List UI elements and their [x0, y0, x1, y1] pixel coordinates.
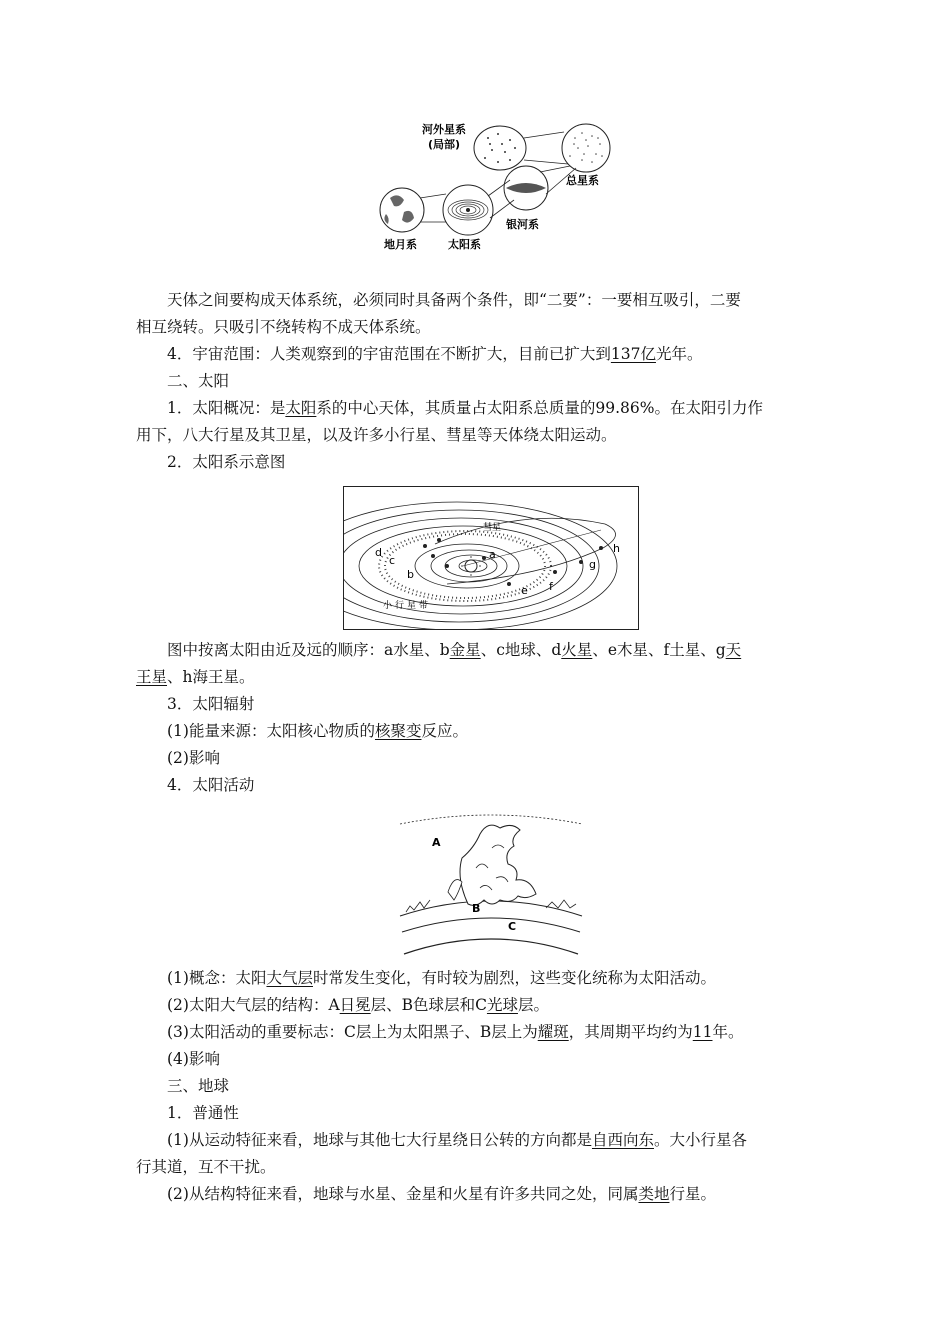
- answer-corona: 日冕: [339, 996, 371, 1014]
- asteroid-belt-label: 小行星带: [383, 601, 432, 611]
- answer-photosphere: 光球: [486, 996, 518, 1014]
- layer-label-a: A: [432, 836, 441, 849]
- answer-west-to-east: 自西向东: [591, 1131, 654, 1149]
- paragraph-system-conditions-2: 相互绕转。只吸引不绕转构不成天体系统。: [136, 318, 431, 336]
- heading-solar-radiation: 3．太阳辐射: [167, 695, 255, 713]
- total-galaxy-circle: [562, 124, 610, 172]
- paragraph-motion-1: (1)从运动特征来看，地球与其他七大行星绕日公转的方向都是自西向东。大小行星各: [167, 1131, 747, 1149]
- label-total-galaxy: 总星系: [566, 174, 599, 187]
- paragraph-radiation-impact: (2)影响: [167, 749, 220, 767]
- comet-label: 彗星: [483, 523, 502, 533]
- answer-flare: 耀斑: [537, 1023, 569, 1041]
- label-extragalactic-sub: (局部): [428, 138, 461, 151]
- planet-label-a: a: [489, 548, 496, 561]
- layer-label-b: B: [472, 902, 481, 915]
- planet-label-b: b: [407, 568, 414, 581]
- answer-uranus-part1: 天: [725, 641, 742, 659]
- label-extragalactic: 河外星系: [422, 123, 466, 136]
- paragraph-sun-overview-1: 1．太阳概况：是太阳系的中心天体，其质量占太阳系总质量的99.86%。在太阳引力作: [167, 399, 763, 417]
- answer-atmosphere: 大气层: [266, 969, 313, 987]
- planet-label-h: h: [613, 542, 620, 555]
- answer-mars: 火星: [561, 641, 593, 659]
- prominence-shape: [460, 825, 536, 905]
- earth-globe: [380, 188, 424, 232]
- paragraph-system-conditions-1: 天体之间要构成天体系统，必须同时具备两个条件，即“二要”：一要相互吸引，二要: [167, 291, 741, 309]
- answer-fusion: 核聚变: [374, 722, 422, 740]
- heading-commonality: 1．普通性: [167, 1104, 239, 1122]
- solar-atmosphere-diagram: [396, 808, 586, 960]
- paragraph-energy-source: (1)能量来源：太阳核心物质的核聚变反应。: [167, 722, 468, 740]
- paragraph-sun-overview-2: 用下，八大行星及其卫星，以及许多小行星、彗星等天体绕太阳运动。: [136, 426, 617, 444]
- paragraph-structure: (2)从结构特征来看，地球与水星、金星和火星有许多共同之处，同属类地行星。: [167, 1185, 716, 1203]
- paragraph-solar-diagram-title: 2．太阳系示意图: [167, 453, 286, 471]
- paragraph-atmosphere-structure: (2)太阳大气层的结构：A日冕层、B色球层和C光球层。: [167, 996, 549, 1014]
- label-solar-system: 太阳系: [448, 238, 481, 251]
- solar-system-diagram: [343, 486, 639, 630]
- planet-label-d: d: [375, 546, 382, 559]
- answer-uranus-part2: 王星: [136, 668, 168, 686]
- answer-venus: 金星: [449, 641, 481, 659]
- answer-sun: 太阳: [285, 399, 317, 417]
- heading-sun: 二、太阳: [167, 372, 230, 390]
- extragalactic-patch: [474, 126, 526, 170]
- paragraph-activity-signs: (3)太阳活动的重要标志：C层上为太阳黑子、B层上为耀斑，其周期平均约为11年。: [167, 1023, 744, 1041]
- planet-label-f: f: [549, 580, 553, 593]
- paragraph-activity-concept: (1)概念：太阳大气层时常发生变化，有时较为剧烈，这些变化统称为太阳活动。: [167, 969, 716, 987]
- paragraph-motion-2: 行其道，互不干扰。: [136, 1158, 276, 1176]
- planet-label-e: e: [521, 584, 528, 597]
- planet-label-g: g: [589, 558, 596, 571]
- paragraph-planet-order-1: 图中按离太阳由近及远的顺序：a水星、b金星、c地球、d火星、e木星、f土星、g天: [167, 641, 742, 659]
- paragraph-activity-impact: (4)影响: [167, 1050, 220, 1068]
- paragraph-universe-range: 4．宇宙范围：人类观察到的宇宙范围在不断扩大，目前已扩大到137亿光年。: [167, 345, 703, 363]
- planet-label-c: c: [389, 554, 396, 567]
- layer-label-c: C: [508, 920, 517, 933]
- celestial-system-diagram: [370, 118, 620, 258]
- answer-11: 11: [692, 1023, 713, 1041]
- heading-solar-activity: 4．太阳活动: [167, 776, 255, 794]
- answer-terrestrial: 类地: [638, 1185, 670, 1203]
- answer-137: 137亿: [610, 345, 656, 363]
- label-earth-moon: 地月系: [384, 238, 417, 251]
- paragraph-planet-order-2: 王星、h海王星。: [136, 668, 255, 686]
- heading-earth: 三、地球: [167, 1077, 230, 1095]
- label-milky-way: 银河系: [506, 218, 539, 231]
- sun-icon: [465, 560, 477, 572]
